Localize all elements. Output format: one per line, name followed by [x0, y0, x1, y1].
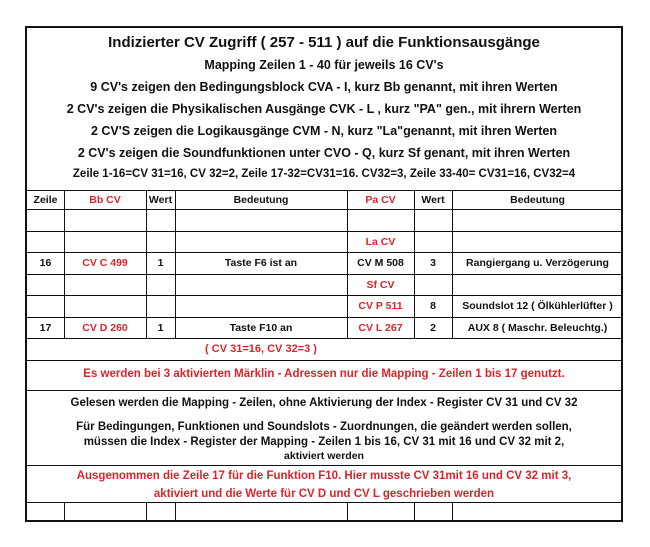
cell-sf-cv-label: Sf CV	[366, 279, 395, 291]
cell-wert-2: 2	[430, 322, 436, 334]
divider	[27, 295, 621, 296]
header-line-zeilen: Zeile 1-16=CV 31=16, CV 32=2, Zeile 17-32=CV31=16. CV32=3, Zeile 33-40= CV31=16, CV32=4	[72, 168, 576, 180]
divider	[27, 360, 621, 361]
note-werte-geschrieben: aktiviert und die Werte für CV D und CV L geschrieben werden	[153, 488, 495, 500]
divider	[27, 390, 621, 391]
divider	[64, 502, 65, 522]
cell-bb-cv-c499: CV C 499	[82, 257, 128, 269]
note-bedingungen: Für Bedingungen, Funktionen und Soundslots - Zuordnungen, die geändert werden sollen,	[76, 421, 572, 433]
cv-index-note: ( CV 31=16, CV 32=3 )	[205, 343, 317, 355]
note-maerklin: Es werden bei 3 aktivierten Märklin - Adressen nur die Mapping - Zeilen 1 bis 17 genutzt.	[83, 368, 565, 380]
header-line-la: 2 CV'S zeigen die Logikausgänge CVM - N, kurz "La"genannt, mit ihren Werten	[90, 124, 558, 138]
cell-wert-1: 1	[157, 257, 164, 269]
divider	[27, 338, 621, 339]
note-ausgenommen: Ausgenommen die Zeile 17 für die Funktion F10. Hier musste CV 31mit 16 und CV 32 mit 3,	[76, 470, 572, 482]
divider	[175, 502, 176, 522]
divider	[27, 274, 621, 275]
header-line-sf: 2 CV's zeigen die Soundfunktionen unter CVO - Q, kurz Sf genant, mit ihren Werten	[77, 146, 571, 160]
divider	[27, 252, 621, 253]
divider	[347, 502, 348, 522]
divider	[27, 317, 621, 318]
col-header-bedeutung-2: Bedeutung	[510, 194, 565, 206]
cell-bedeutung-aux8: AUX 8 ( Maschr. Beleuchtg.)	[467, 322, 608, 334]
cell-bedeutung-soundslot: Soundslot 12 ( Ölkühlerlüfter )	[462, 300, 613, 312]
divider	[452, 502, 453, 522]
col-header-bedeutung: Bedeutung	[233, 194, 289, 206]
col-header-zeile: Zeile	[33, 194, 58, 206]
header-line-pa: 2 CV's zeigen die Physikalischen Ausgänge CVK - L , kurz "PA" gen., mit ihrern Werten	[66, 102, 582, 116]
divider	[27, 209, 621, 210]
note-index-register: müssen die Index - Register der Mapping - Zeilen 1 bis 16, CV 31 mit 16 und CV 32 mit 2,	[83, 436, 565, 448]
divider	[414, 502, 415, 522]
col-header-pa-cv: Pa CV	[365, 194, 396, 206]
document-frame	[25, 26, 623, 522]
cell-bedeutung-f10: Taste F10 an	[229, 322, 293, 334]
cell-zeile-17: 17	[39, 322, 52, 334]
cell-zeile-16: 16	[39, 257, 52, 269]
document-title: Indizierter CV Zugriff ( 257 - 511 ) auf die Funktionsausgänge	[108, 34, 540, 51]
note-aktiviert: aktiviert werden	[284, 450, 364, 462]
col-header-bb-cv: Bb CV	[89, 194, 121, 206]
divider	[27, 465, 621, 466]
cell-wert-1b: 1	[157, 322, 164, 334]
divider	[27, 190, 621, 191]
note-gelesen: Gelesen werden die Mapping - Zeilen, ohne Aktivierung der Index - Register CV 31 und CV 32	[70, 397, 578, 409]
cell-wert-3: 3	[430, 257, 436, 269]
cell-cv-p511: CV P 511	[358, 300, 403, 312]
divider	[27, 231, 621, 232]
cell-la-cv-label: La CV	[365, 236, 396, 248]
cell-cv-l267: CV L 267	[358, 322, 403, 334]
divider	[27, 502, 621, 503]
header-line-mapping: Mapping Zeilen 1 - 40 für jeweils 16 CV's	[204, 58, 444, 72]
cell-bb-cv-d260: CV D 260	[82, 322, 128, 334]
header-line-bb: 9 CV's zeigen den Bedingungsblock CVA - I, kurz Bb genannt, mit ihren Werten	[90, 80, 558, 94]
cell-cv-m508: CV M 508	[357, 257, 404, 269]
cell-bedeutung-f6: Taste F6 ist an	[224, 257, 298, 269]
col-header-wert-2: Wert	[421, 194, 445, 206]
cell-wert-8: 8	[430, 300, 436, 312]
cell-bedeutung-rangiergang: Rangiergang u. Verzögerung	[466, 257, 609, 269]
col-header-wert: Wert	[148, 194, 173, 206]
divider	[146, 502, 147, 522]
